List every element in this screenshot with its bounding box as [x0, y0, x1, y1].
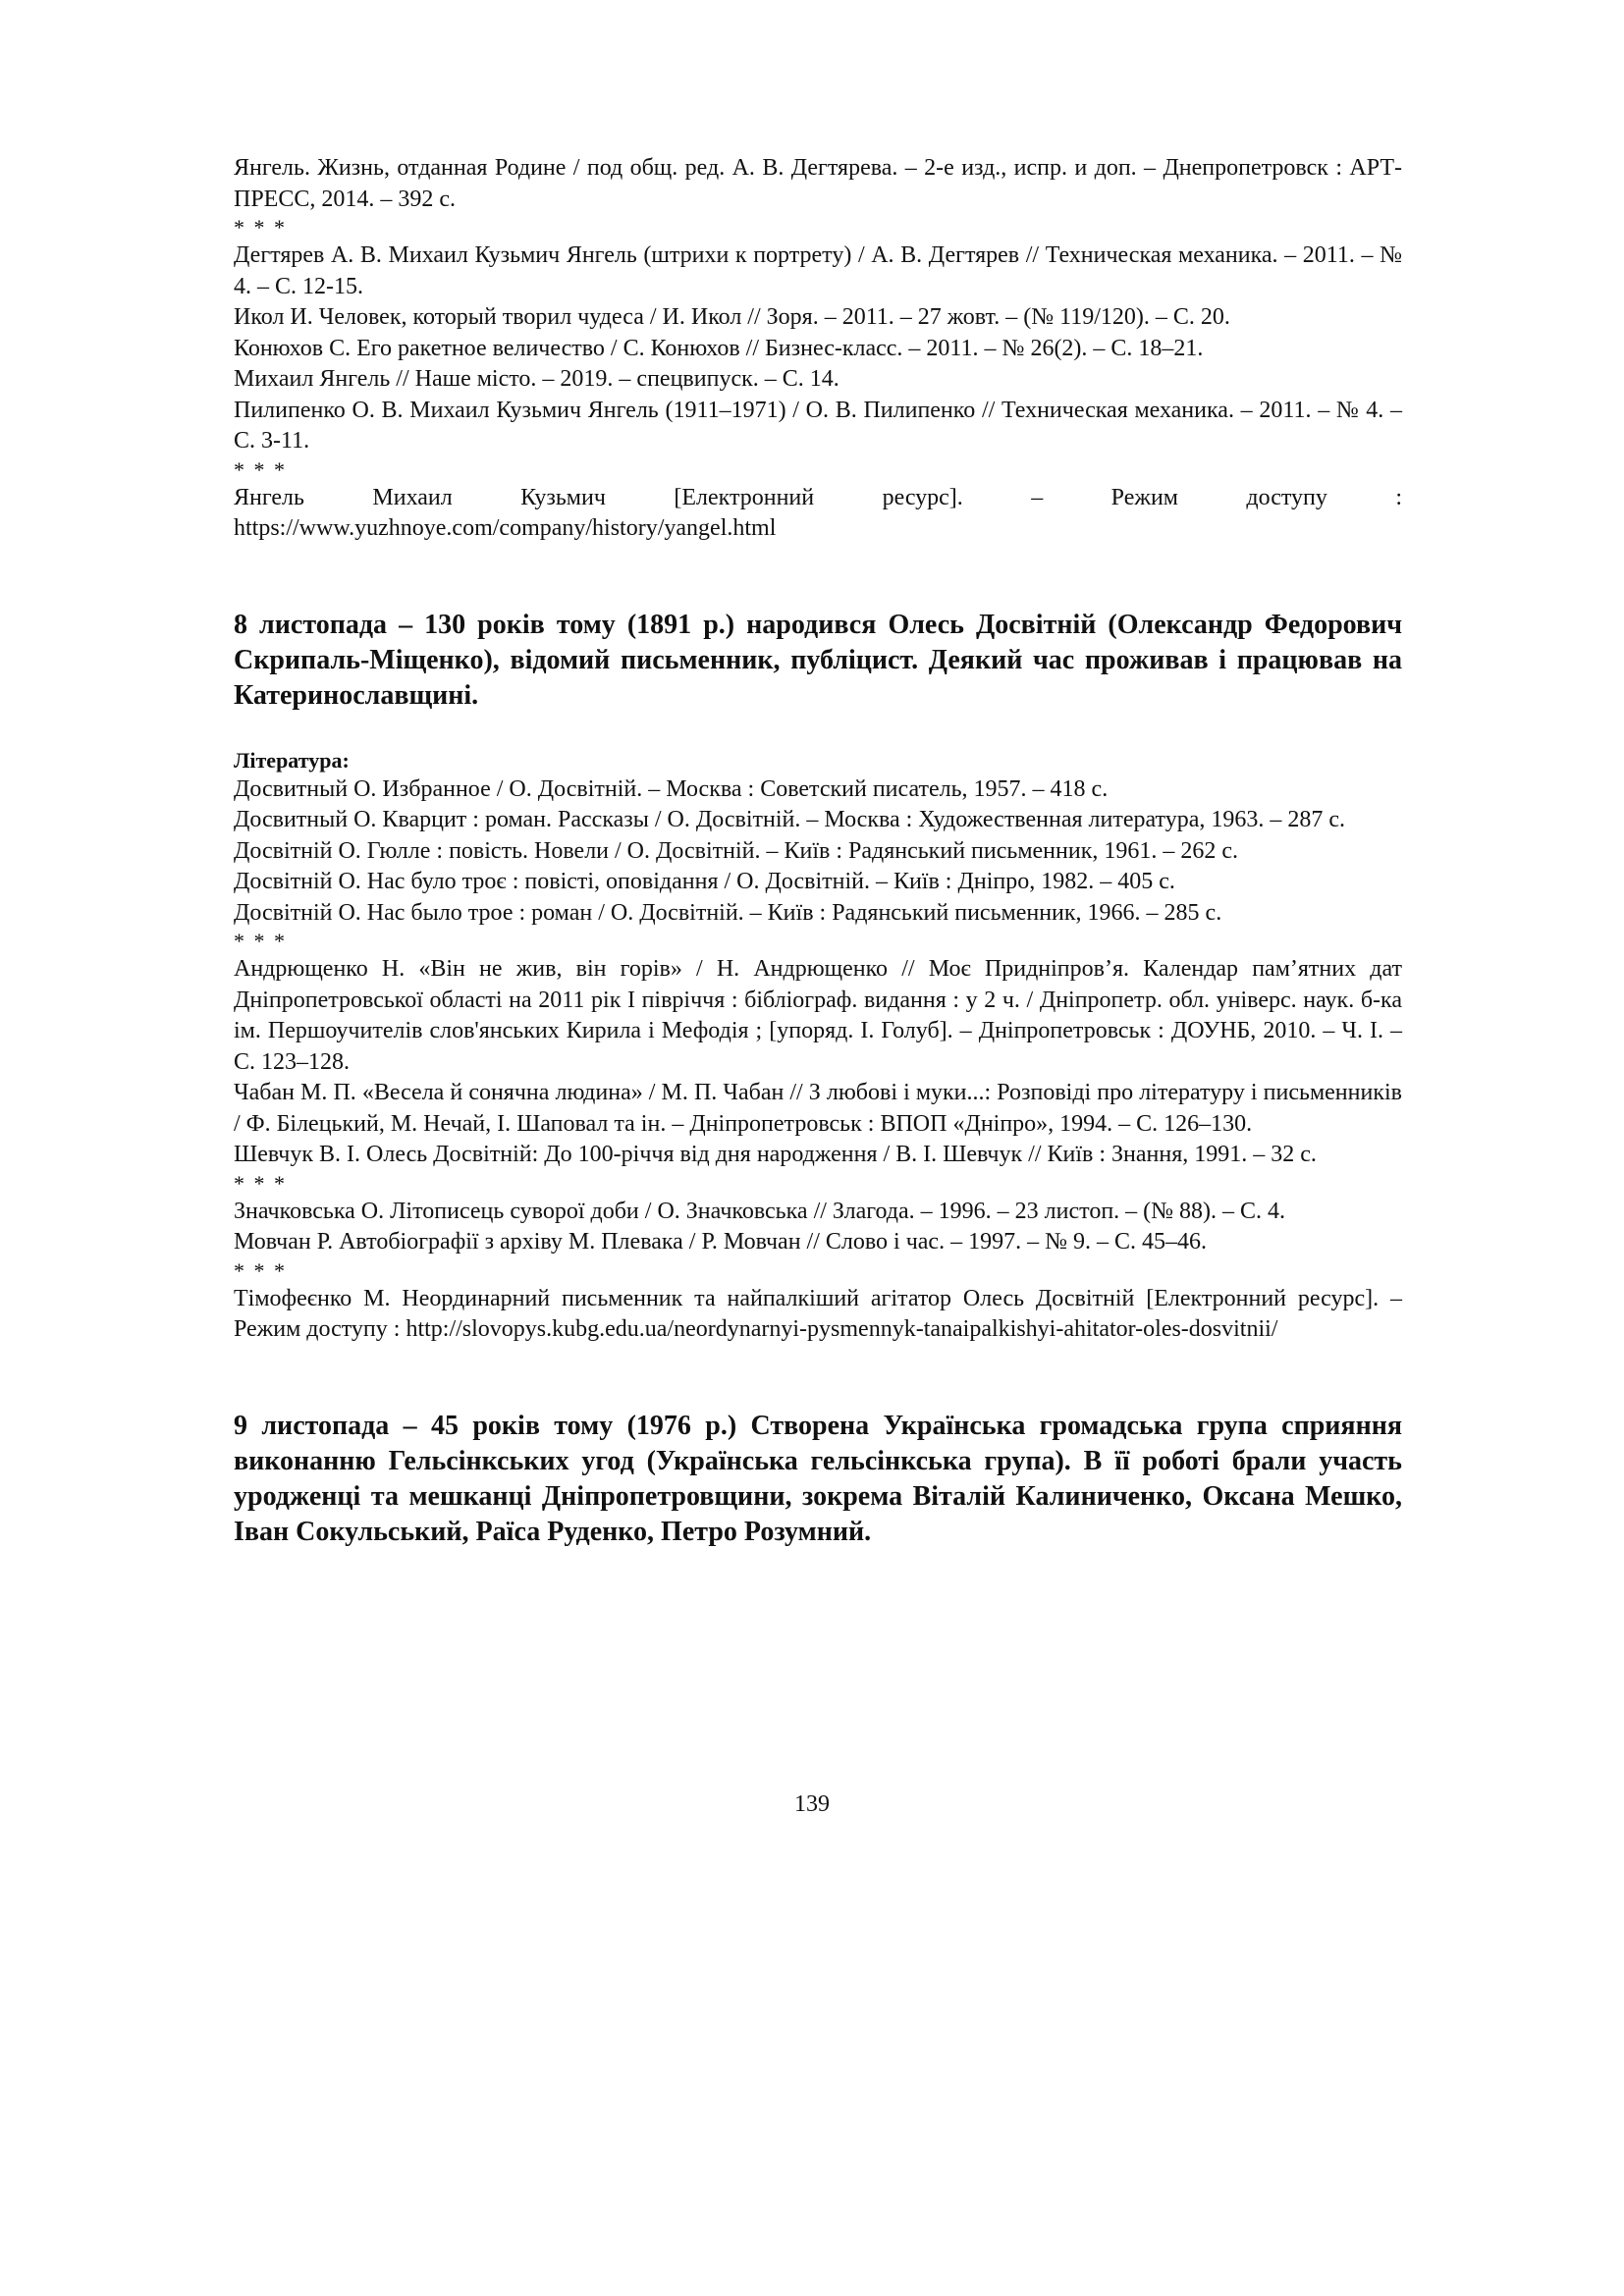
spacer	[234, 545, 1402, 608]
section-heading: 8 листопада – 130 років тому (1891 р.) народився Олесь Досвітній (Олександр Федорович Скрипаль-Міщенко), відомий письменник, публіцист. Деякий час проживав і працював на Катеринославщині.	[234, 609, 1402, 711]
bib-entry: Конюхов С. Его ракетное величество / С. Конюхов // Бизнес-класс. – 2011. – № 26(2). – С. 18–21.	[234, 335, 1204, 361]
bib-entry: Икол И. Человек, который творил чудеса / И. Икол // Зоря. – 2011. – 27 жовт. – (№ 119/120). – С. 20.	[234, 304, 1230, 330]
literature-label: Література:	[234, 747, 350, 773]
spacer	[234, 1346, 1402, 1409]
bib-entry-online: Тімофеєнко М. Неординарний письменник та найпалкіший агітатор Олесь Досвітній [Електронний ресурс]. – Режим доступу : http://slovopys.kubg.edu.ua/neordynarnyi-pysmennyk-tanaipalkishyi-ahitator-oles-dosvitnii/	[234, 1285, 1402, 1342]
bib-entry: Шевчук В. І. Олесь Досвітній: До 100-річчя від дня народження / В. І. Шевчук // Київ : Знання, 1991. – 32 с.	[234, 1142, 1317, 1167]
bib-entry: Дегтярев А. В. Михаил Кузьмич Янгель (штрихи к портрету) / А. В. Дегтярев // Техническая механика. – 2011. – № 4. – С. 12-15.	[234, 242, 1402, 299]
section-separator: * * *	[234, 929, 287, 953]
page-content	[234, 153, 1402, 1550]
bib-entry: Досвітній О. Нас было трое : роман / О. Досвітній. – Київ : Радянський письменник, 1966. – 285 с.	[234, 899, 1222, 926]
spacer	[234, 714, 1402, 747]
bib-entry: Значковська О. Літописець суворої доби / О. Значковська // Злагода. – 1996. – 23 листоп. – (№ 88). – С. 4.	[234, 1198, 1286, 1224]
bib-entry-online: Янгель Михаил Кузьмич [Електронний ресурс]. – Режим доступу : https://www.yuzhnoye.com/company/history/yangel.html	[234, 484, 1402, 541]
bib-entry: Михаил Янгель // Наше місто. – 2019. – спецвипуск. – С. 14.	[234, 366, 839, 392]
bib-entry: Мовчан Р. Автобіографії з архіву М. Плевака / Р. Мовчан // Слово і час. – 1997. – № 9. – С. 45–46.	[234, 1229, 1207, 1255]
bib-entry: Досвитный О. Избранное / О. Досвітній. – Москва : Советский писатель, 1957. – 418 с.	[234, 775, 1109, 802]
section-separator: * * *	[234, 456, 287, 482]
bib-entry: Досвітній О. Гюлле : повість. Новели / О. Досвітній. – Київ : Радянський письменник, 1961. – 262 с.	[234, 837, 1238, 864]
bib-entry: Досвітній О. Нас було троє : повісті, оповідання / О. Досвітній. – Київ : Дніпро, 1982. – 405 с.	[234, 869, 1175, 894]
section-separator: * * *	[234, 1170, 287, 1196]
bib-entry: Андрющенко Н. «Він не жив, він горів» / Н. Андрющенко // Моє Придніпров’я. Календар пам’ятних дат Дніпропетровської області на 2011 рік І півріччя : бібліограф. видання : у 2 ч. / Дніпропетр. обл. універс. наук. б-ка ім. Першоучителів слов'янських Кирила і Мефодія ; [упоряд. І. Голуб]. – Дніпропетровськ : ДОУНБ, 2010. – Ч. І. – С. 123–128.	[234, 956, 1402, 1075]
section-separator: * * *	[234, 1257, 287, 1283]
section-heading: 9 листопада – 45 років тому (1976 р.) Створена Українська громадська група сприяння виконанню Гельсінкських угод (Українська гельсінкська група). В її роботі брали участь уродженці та мешканці Дніпропетровщини, зокрема Віталій Калиниченко, Оксана Мешко, Іван Сокульський, Раїса Руденко, Петро Розумний.	[234, 1410, 1402, 1547]
bib-entry: Чабан М. П. «Весела й сонячна людина» / М. П. Чабан // З любові і муки...: Розповіді про літературу і письменників / Ф. Білецький, М. Нечай, І. Шаповал та ін. – Дніпропетровськ : ВПОП «Дніпро», 1994. – С. 126–130.	[234, 1080, 1402, 1137]
section-separator: * * *	[234, 215, 287, 240]
bib-entry: Досвитный О. Кварцит : роман. Рассказы / О. Досвітній. – Москва : Художественная литература, 1963. – 287 с.	[234, 807, 1345, 832]
bib-entry: Янгель. Жизнь, отданная Родине / под общ. ред. А. В. Дегтярева. – 2-е изд., испр. и доп. – Днепропетровск : АРТ-ПРЕСС, 2014. – 392 с.	[234, 155, 1402, 212]
page-number: 139	[794, 1791, 830, 1817]
bib-entry: Пилипенко О. В. Михаил Кузьмич Янгель (1911–1971) / О. В. Пилипенко // Техническая механика. – 2011. – № 4. – С. 3-11.	[234, 397, 1402, 454]
